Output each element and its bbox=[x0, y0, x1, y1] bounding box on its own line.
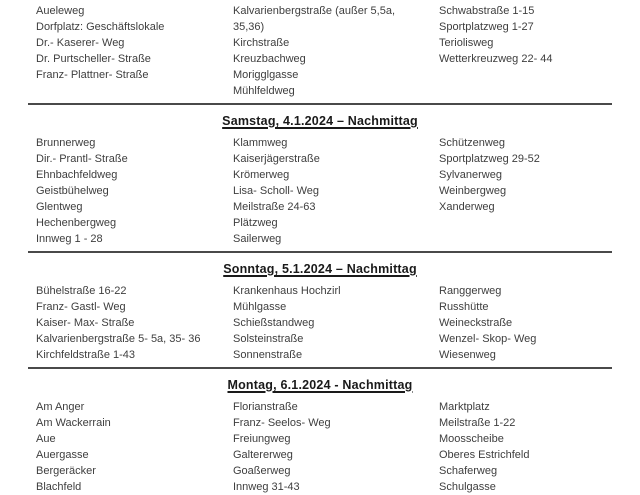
street-item: Galtererweg bbox=[233, 449, 293, 461]
street-item: Kalvarienbergstraße (außer 5,5a, 35,36) bbox=[233, 5, 396, 33]
street-item: Wiesenweg bbox=[439, 349, 496, 361]
street-item: Brunnerweg bbox=[36, 137, 96, 149]
street-item: Lisa- Scholl- Weg bbox=[233, 185, 319, 197]
street-column bbox=[28, 135, 233, 247]
schedule-section bbox=[28, 103, 612, 247]
street-item: Schützenweg bbox=[439, 137, 506, 149]
street-item: Schulgasse bbox=[439, 481, 496, 493]
street-item: Geistbühelweg bbox=[36, 185, 109, 197]
street-item: Meilstraße 1-22 bbox=[439, 417, 516, 429]
street-item: Florianstraße bbox=[233, 401, 298, 413]
street-item: Sonnenstraße bbox=[233, 349, 303, 361]
street-item: Aue bbox=[36, 433, 56, 445]
schedule-section bbox=[28, 251, 612, 363]
section-header bbox=[28, 251, 612, 283]
street-item: Schießstandweg bbox=[233, 317, 315, 329]
street-item: Kirchstraße bbox=[233, 37, 290, 49]
street-item: Weineckstraße bbox=[439, 317, 513, 329]
street-item: Sportplatzweg 1-27 bbox=[439, 21, 534, 33]
street-item: Bergeräcker bbox=[36, 465, 96, 477]
street-column bbox=[439, 399, 612, 495]
street-column bbox=[439, 135, 612, 215]
street-item: Dorfplatz: Geschäftslokale bbox=[36, 21, 165, 33]
street-item: Wenzel- Skop- Weg bbox=[439, 333, 537, 345]
street-item: Goaßerweg bbox=[233, 465, 291, 477]
street-columns bbox=[28, 283, 612, 363]
street-item: Freiungweg bbox=[233, 433, 291, 445]
street-column bbox=[28, 283, 233, 363]
street-item: Oberes Estrichfeld bbox=[439, 449, 530, 461]
section-date-title: Montag, 6.1.2024 - Nachmittag bbox=[227, 378, 413, 392]
street-item: Kreuzbachweg bbox=[233, 53, 306, 65]
section-header bbox=[28, 103, 612, 135]
street-item: Sailerweg bbox=[233, 233, 282, 245]
street-item: Kirchfeldstraße 1-43 bbox=[36, 349, 136, 361]
street-item: Kaiser- Max- Straße bbox=[36, 317, 135, 329]
street-item: Morigglgasse bbox=[233, 69, 299, 81]
street-item: Krömerweg bbox=[233, 169, 290, 181]
street-item: Franz- Plattner- Straße bbox=[36, 69, 149, 81]
street-item: Franz- Gastl- Weg bbox=[36, 301, 126, 313]
street-column bbox=[233, 283, 439, 363]
street-item: Am Wackerrain bbox=[36, 417, 111, 429]
street-item: Ehnbachfeldweg bbox=[36, 169, 118, 181]
street-item: Franz- Seelos- Weg bbox=[233, 417, 331, 429]
street-item: Sylvanerweg bbox=[439, 169, 502, 181]
street-item: Russhütte bbox=[439, 301, 489, 313]
street-item: Glentweg bbox=[36, 201, 83, 213]
street-item: Dir.- Prantl- Straße bbox=[36, 153, 128, 165]
street-item: Innweg 31-43 bbox=[233, 481, 300, 493]
street-column bbox=[28, 3, 233, 83]
street-columns bbox=[28, 135, 612, 247]
section-header bbox=[28, 367, 612, 399]
schedule-section bbox=[28, 367, 612, 495]
sections-container bbox=[28, 3, 612, 495]
street-item: Auergasse bbox=[36, 449, 89, 461]
street-item: Schwabstraße 1-15 bbox=[439, 5, 535, 17]
street-item: Meilstraße 24-63 bbox=[233, 201, 316, 213]
street-item: Mühlgasse bbox=[233, 301, 287, 313]
street-item: Blachfeld bbox=[36, 481, 82, 493]
street-item: Mühlfeldweg bbox=[233, 85, 295, 97]
street-item: Schaferweg bbox=[439, 465, 498, 477]
street-item: Moosscheibe bbox=[439, 433, 504, 445]
street-item: Klammweg bbox=[233, 137, 288, 149]
street-item: Solsteinstraße bbox=[233, 333, 304, 345]
street-item: Ranggerweg bbox=[439, 285, 502, 297]
street-item: Aueleweg bbox=[36, 5, 85, 17]
street-columns bbox=[28, 3, 612, 99]
street-item: Krankenhaus Hochzirl bbox=[233, 285, 341, 297]
street-columns bbox=[28, 399, 612, 495]
street-item: Plätzweg bbox=[233, 217, 278, 229]
street-item: Xanderweg bbox=[439, 201, 495, 213]
street-item: Marktplatz bbox=[439, 401, 490, 413]
street-item: Am Anger bbox=[36, 401, 85, 413]
section-date-title: Sonntag, 5.1.2024 – Nachmittag bbox=[223, 262, 417, 276]
street-column bbox=[233, 399, 439, 495]
street-item: Wetterkreuzweg 22- 44 bbox=[439, 53, 553, 65]
street-column bbox=[439, 3, 612, 67]
street-item: Sportplatzweg 29-52 bbox=[439, 153, 540, 165]
street-item: Innweg 1 - 28 bbox=[36, 233, 103, 245]
street-item: Dr. Purtscheller- Straße bbox=[36, 53, 151, 65]
street-item: Hechenbergweg bbox=[36, 217, 117, 229]
street-column bbox=[233, 135, 439, 247]
street-column bbox=[28, 399, 233, 495]
street-column bbox=[439, 283, 612, 363]
street-item: Kalvarienbergstraße 5- 5a, 35- 36 bbox=[36, 333, 201, 345]
section-date-title: Samstag, 4.1.2024 – Nachmittag bbox=[222, 114, 418, 128]
street-item: Kaiserjägerstraße bbox=[233, 153, 320, 165]
schedule-section bbox=[28, 3, 612, 99]
street-item: Teriolisweg bbox=[439, 37, 494, 49]
street-item: Weinbergweg bbox=[439, 185, 507, 197]
street-item: Dr.- Kaserer- Weg bbox=[36, 37, 125, 49]
street-column bbox=[233, 3, 439, 99]
street-item: Bühelstraße 16-22 bbox=[36, 285, 127, 297]
